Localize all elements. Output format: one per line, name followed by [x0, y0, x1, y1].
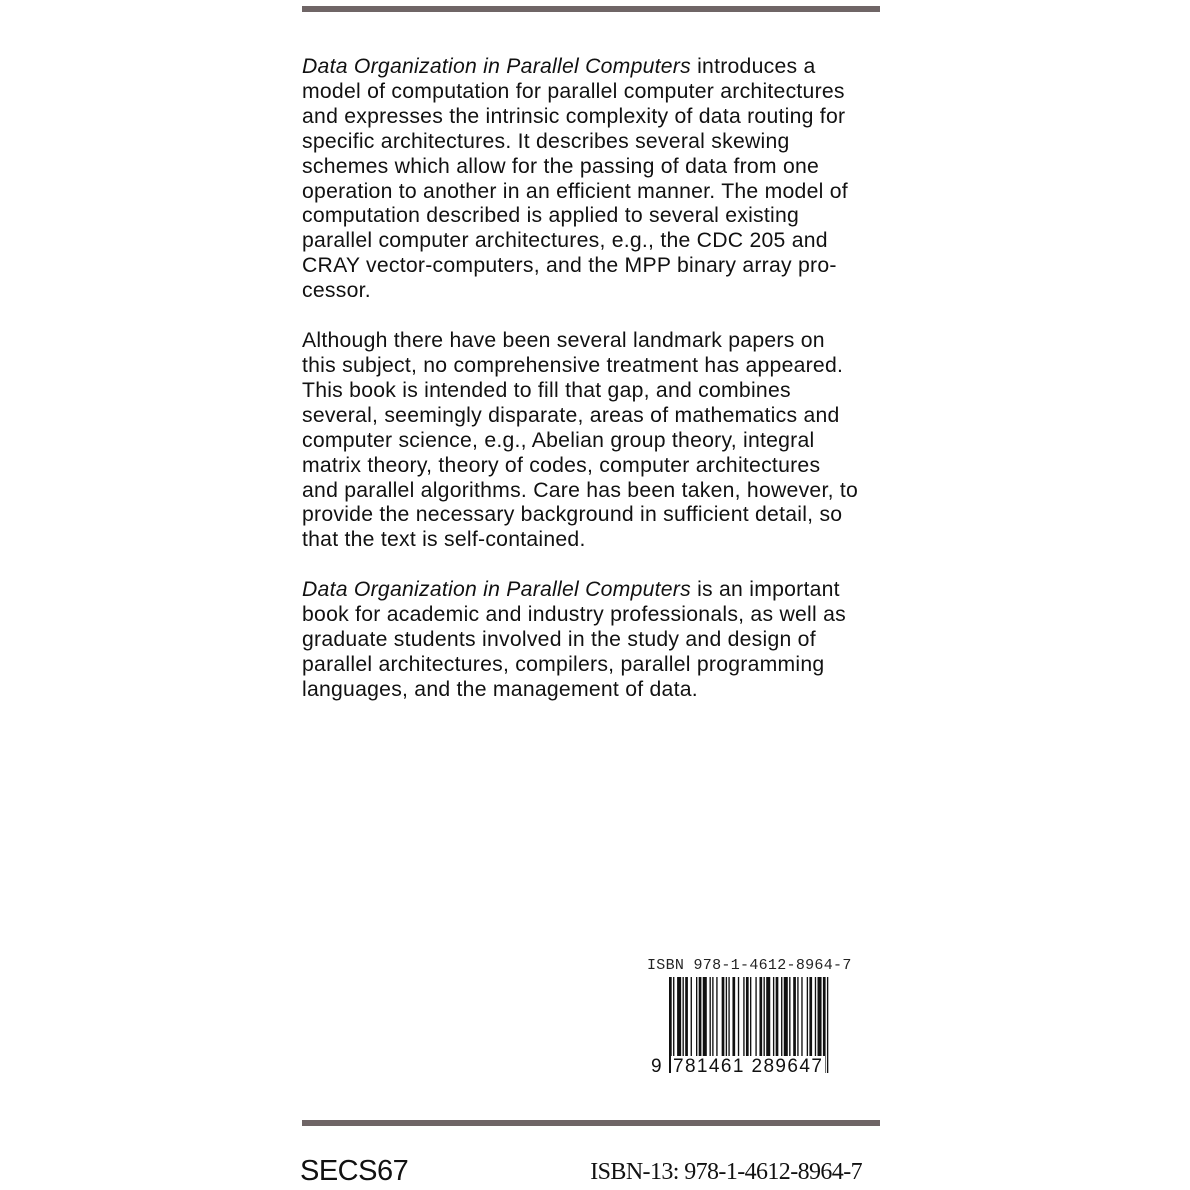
- barcode-bar: [773, 977, 774, 1057]
- blurb-line: model of computation for parallel computer architectures: [302, 79, 845, 103]
- barcode-bar: [809, 977, 812, 1057]
- top-rule: [302, 6, 880, 12]
- blurb-line: parallel architectures, compilers, parallel programming: [302, 652, 825, 676]
- barcode-bar: [710, 977, 711, 1057]
- isbn-13: ISBN-13: 978-1-4612-8964-7: [590, 1159, 862, 1185]
- blurb-line: parallel computer architectures, e.g., the CDC 205 and: [302, 229, 828, 253]
- blurb-line: several, seemingly disparate, areas of mathematics and: [302, 403, 840, 427]
- blurb-line: and expresses the intrinsic complexity of data routing for: [302, 104, 846, 128]
- bottom-rule: [302, 1120, 880, 1126]
- barcode-bar: [789, 977, 790, 1057]
- barcode-bar: [750, 977, 751, 1057]
- barcode-bar: [683, 977, 684, 1057]
- barcode-bar: [703, 977, 707, 1057]
- blurb-line: CRAY vector-computers, and the MPP binary array pro-: [302, 254, 837, 278]
- barcode-bar: [755, 977, 756, 1057]
- blurb-line: operation to another in an efficient manner. The model of: [302, 179, 848, 203]
- barcode-bar: [827, 977, 828, 1073]
- series-code: SECS67: [300, 1155, 409, 1187]
- barcode-bar: [776, 977, 779, 1057]
- blurb-line: specific architectures. It describes several skewing: [302, 129, 790, 153]
- blurb-line: This book is intended to fill that gap, and combines: [302, 378, 791, 402]
- book-title: Data Organization in Parallel Computers: [302, 55, 691, 78]
- barcode-bar: [781, 977, 782, 1057]
- blurb-line: languages, and the management of data.: [302, 677, 698, 701]
- barcode-bar: [712, 977, 713, 1057]
- barcode-bar: [732, 977, 735, 1057]
- blurb-line: Although there have been several landmark papers on: [302, 329, 825, 353]
- barcode-bar: [766, 977, 770, 1057]
- blurb-line: book for academic and industry professionals, as well as: [302, 603, 846, 627]
- barcode-bar: [764, 977, 765, 1057]
- barcode-bar: [807, 977, 808, 1057]
- barcode-bar: [801, 977, 802, 1057]
- barcode-bar: [743, 977, 744, 1057]
- barcode-isbn-label: ISBN 978-1-4612-8964-7: [647, 957, 852, 974]
- barcode-bar: [746, 977, 749, 1057]
- barcode-bar: [716, 977, 717, 1057]
- blurb-line: and parallel algorithms. Care has been taken, however, to: [302, 478, 859, 502]
- blurb-line: graduate students involved in the study and design of: [302, 628, 816, 652]
- back-cover-blurb: [302, 55, 892, 703]
- barcode-bar: [759, 977, 762, 1057]
- barcode-bar: [793, 977, 796, 1057]
- blurb-line: matrix theory, theory of codes, computer architectures: [302, 453, 821, 477]
- barcode-bar: [726, 977, 727, 1057]
- barcode-bar: [728, 977, 729, 1057]
- blurb-line: provide the necessary background in sufficient detail, so: [302, 503, 843, 527]
- barcode-digit-first: 9: [651, 1056, 662, 1077]
- barcode-bar: [696, 977, 697, 1057]
- barcode-bar: [677, 977, 681, 1057]
- book-title: Data Organization in Parallel Computers: [302, 578, 691, 602]
- barcode-bar: [784, 977, 788, 1057]
- barcode-bar: [738, 977, 739, 1057]
- blurb-paragraph-2: [302, 329, 892, 553]
- barcode-bar: [722, 977, 725, 1057]
- barcode-bar: [685, 977, 688, 1057]
- blurb-line: cessor.: [302, 279, 371, 303]
- barcode-digits: 781461 289647: [673, 1056, 824, 1077]
- barcode-bar: [797, 977, 798, 1057]
- blurb-line: Data Organization in Parallel Computers is an important: [302, 578, 840, 602]
- blurb-line: schemes which allow for the passing of data from one: [302, 154, 820, 178]
- blurb-paragraph-3: [302, 578, 892, 703]
- blurb-line: this subject, no comprehensive treatment has appeared.: [302, 353, 844, 377]
- barcode-bar: [699, 977, 702, 1057]
- blurb-line: Data Organization in Parallel Computers introduces a: [302, 55, 816, 78]
- blurb-paragraph-1: [302, 55, 892, 304]
- barcode-bar: [815, 977, 816, 1057]
- barcode-bar: [691, 977, 692, 1057]
- blurb-line: computation described is applied to several existing: [302, 204, 800, 228]
- blurb-line: that the text is self-contained.: [302, 528, 586, 552]
- blurb-line: computer science, e.g., Abelian group theory, integral: [302, 428, 815, 452]
